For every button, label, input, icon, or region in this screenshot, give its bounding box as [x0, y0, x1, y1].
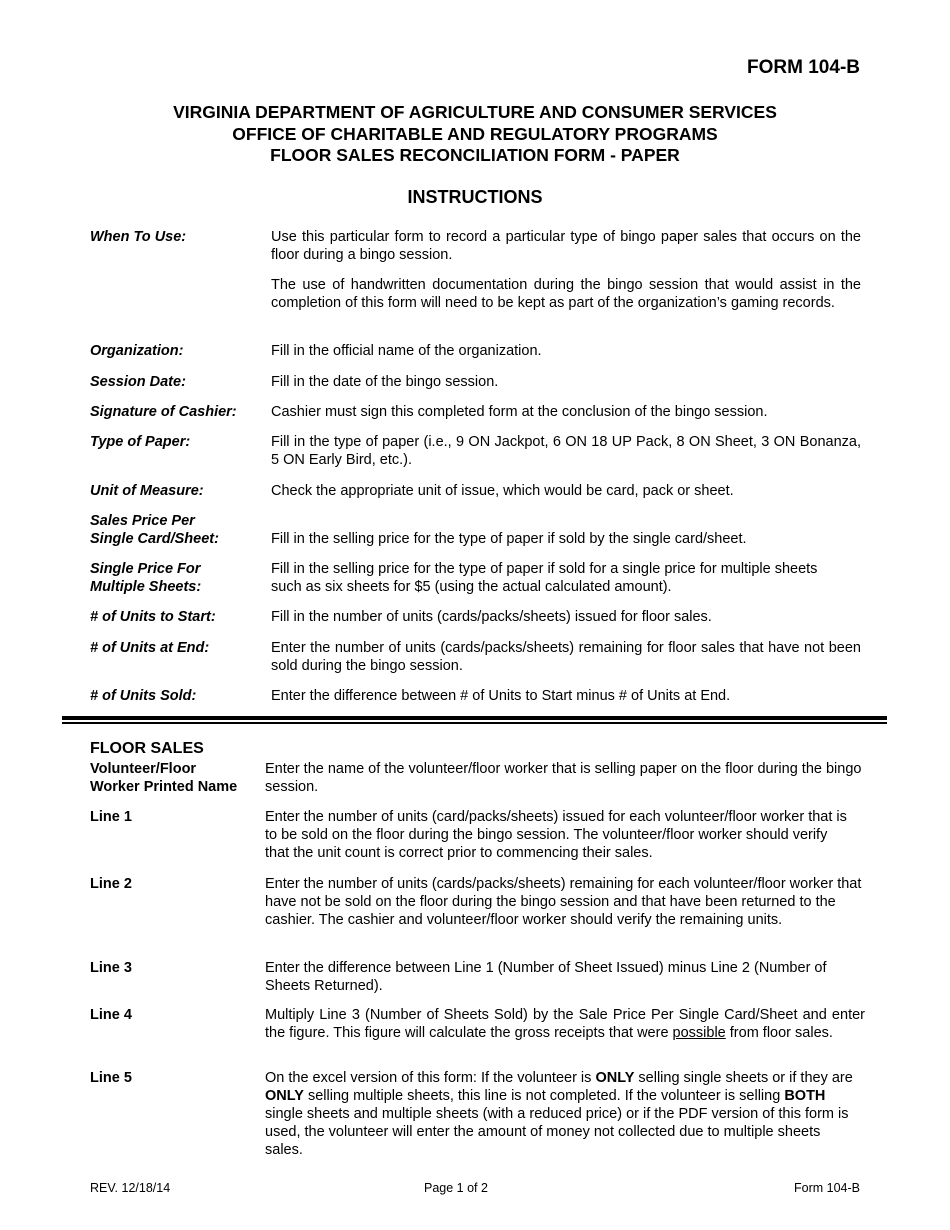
- footer-revision: REV. 12/18/14: [90, 1181, 171, 1195]
- line-3-text: Enter the difference between Line 1 (Number of Sheet Issued) minus Line 2 (Number of Sheets Returned).: [265, 960, 827, 994]
- line-5-part-4: single sheets and multiple sheets (with a reduced price) or if the PDF version of this form is used, the volunteer will enter the amount of money not collected due to multiple sheets sales.: [265, 1106, 849, 1158]
- sales-price-label: [90, 512, 219, 548]
- session-date-text: Fill in the date of the bingo session.: [271, 374, 499, 390]
- worker-name-label-1: Volunteer/Floor: [90, 761, 197, 777]
- instructions-heading: INSTRUCTIONS: [407, 187, 543, 207]
- floor-sales-heading: FLOOR SALES: [90, 740, 204, 757]
- organization-text: Fill in the official name of the organization.: [271, 343, 542, 359]
- form-number: FORM 104-B: [747, 57, 860, 78]
- units-end-label: # of Units at End:: [90, 640, 210, 656]
- single-price-label: [90, 560, 201, 596]
- sales-price-label-2: Single Card/Sheet:: [90, 531, 219, 547]
- line-5-bold-1: ONLY: [595, 1070, 635, 1086]
- line-1-label: Line 1: [90, 809, 132, 825]
- when-to-use-text-1: Use this particular form to record a particular type of bingo paper sales that occurs on the floor during a bingo session.: [271, 229, 861, 263]
- unit-of-measure-text: Check the appropriate unit of issue, which would be card, pack or sheet.: [271, 483, 734, 499]
- when-to-use-text-2: The use of handwritten documentation during the bingo session that would assist in the completion of this form will need to be kept as part of the organization’s gaming records.: [271, 277, 861, 311]
- line-5-label: Line 5: [90, 1070, 132, 1086]
- type-of-paper-label: Type of Paper:: [90, 434, 191, 450]
- line-5-bold-2: ONLY: [265, 1088, 304, 1104]
- footer-page-number: Page 1 of 2: [424, 1181, 488, 1195]
- signature-label: Signature of Cashier:: [90, 404, 237, 420]
- sales-price-label-1: Sales Price Per: [90, 513, 195, 529]
- line-5-part-1: On the excel version of this form: If the volunteer is: [265, 1070, 596, 1086]
- section-divider-thick: [62, 716, 887, 720]
- title-line-1: VIRGINIA DEPARTMENT OF AGRICULTURE AND CONSUMER SERVICES: [173, 102, 777, 122]
- line-4-text-underlined: possible: [672, 1025, 726, 1041]
- line-5-bold-3: BOTH: [784, 1088, 826, 1104]
- worker-name-label: [90, 760, 237, 796]
- line-4-text: [265, 1006, 865, 1042]
- title-line-3: FLOOR SALES RECONCILIATION FORM - PAPER: [270, 145, 680, 165]
- unit-of-measure-label: Unit of Measure:: [90, 483, 204, 499]
- line-2-label: Line 2: [90, 876, 132, 892]
- single-price-label-1: Single Price For: [90, 561, 201, 577]
- line-1-text: Enter the number of units (card/packs/sheets) issued for each volunteer/floor worker that is to be sold on the floor during the bingo session. The volunteer/floor worker should verify that the unit count is correct prior to commencing their sales.: [265, 809, 847, 861]
- units-end-text: Enter the number of units (cards/packs/sheets) remaining for floor sales that have not been sold during the bingo session.: [271, 640, 861, 674]
- single-price-text: Fill in the selling price for the type of paper if sold for a single price for multiple sheets such as six sheets for $5 (using the actual calculated amount).: [271, 561, 818, 595]
- units-start-text: Fill in the number of units (cards/packs/sheets) issued for floor sales.: [271, 609, 712, 625]
- line-4-label: Line 4: [90, 1007, 132, 1023]
- when-to-use-label: When To Use:: [90, 229, 187, 245]
- units-sold-text: Enter the difference between # of Units to Start minus # of Units at End.: [271, 688, 731, 704]
- section-divider-thin: [62, 722, 887, 724]
- line-4-text-a: Multiply Line 3 (Number of Sheets Sold) by the Sale Price Per Single Card/Sheet and enter the figure. This figure will calculate the gross receipts that were: [265, 1007, 865, 1041]
- title-line-2: OFFICE OF CHARITABLE AND REGULATORY PROGRAMS: [232, 123, 718, 144]
- line-4-text-b: from floor sales.: [725, 1025, 833, 1041]
- line-5-part-2: selling single sheets or if they are: [634, 1070, 853, 1086]
- sales-price-text: Fill in the selling price for the type of paper if sold by the single card/sheet.: [271, 531, 747, 547]
- units-start-label: # of Units to Start:: [90, 609, 216, 625]
- worker-name-label-2: Worker Printed Name: [90, 779, 238, 795]
- document-title: [0, 102, 950, 167]
- line-3-label: Line 3: [90, 960, 132, 976]
- signature-text: Cashier must sign this completed form at the conclusion of the bingo session.: [271, 404, 768, 420]
- line-5-text: [265, 1069, 860, 1159]
- organization-label: Organization:: [90, 343, 184, 359]
- units-sold-label: # of Units Sold:: [90, 688, 197, 704]
- session-date-label: Session Date:: [90, 374, 186, 390]
- footer-form-number: Form 104-B: [794, 1181, 860, 1195]
- line-2-text: Enter the number of units (cards/packs/sheets) remaining for each volunteer/floor worker that have not be sold on the floor during the bingo session and that have been returned to the cashier. The cashier and volunteer/floor worker should verify the remaining units.: [265, 876, 862, 928]
- type-of-paper-text: Fill in the type of paper (i.e., 9 ON Jackpot, 6 ON 18 UP Pack, 8 ON Sheet, 3 ON Bonanza, 5 ON Early Bird, etc.).: [271, 434, 861, 468]
- worker-name-text: Enter the name of the volunteer/floor worker that is selling paper on the floor during the bingo session.: [265, 761, 862, 795]
- line-5-part-3: selling multiple sheets, this line is not completed. If the volunteer is selling: [303, 1088, 785, 1104]
- single-price-label-2: Multiple Sheets:: [90, 579, 202, 595]
